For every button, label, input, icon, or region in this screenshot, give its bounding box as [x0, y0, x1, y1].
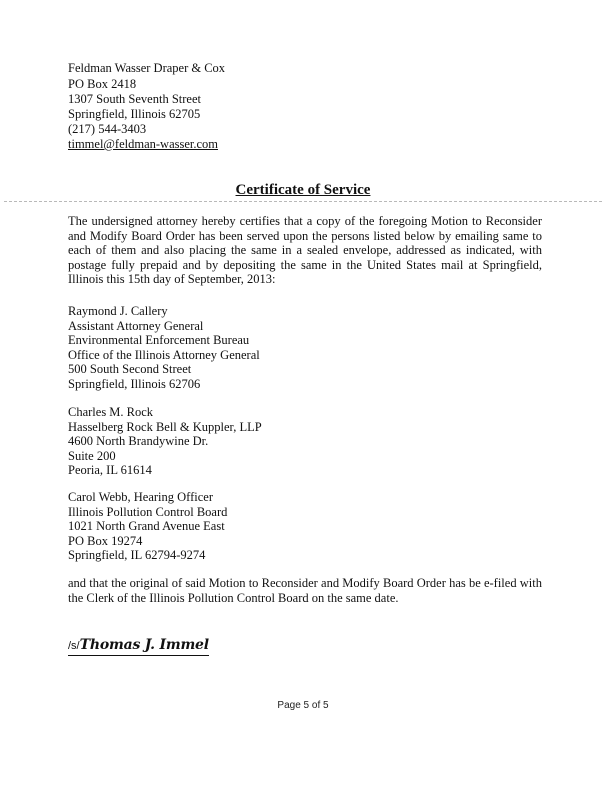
recipient-line: Springfield, Illinois 62706 — [68, 376, 201, 391]
certificate-closing: and that the original of said Motion to Reconsider and Modify Board Order has be e-filed with the Clerk of the Illinois Pollution Control Board on the same date. — [68, 576, 542, 605]
recipient-line: 4600 North Brandywine Dr. — [68, 434, 209, 449]
signature-prefix: /s/ — [68, 640, 80, 652]
recipient-line: Environmental Enforcement Bureau — [68, 333, 250, 348]
firm-po-box: PO Box 2418 — [68, 77, 137, 91]
firm-street: 1307 South Seventh Street — [68, 92, 201, 106]
recipient-line: PO Box 19274 — [68, 533, 143, 548]
recipient-line: 500 South Second Street — [68, 362, 192, 377]
recipient-line: 1021 North Grand Avenue East — [68, 519, 225, 534]
recipient-line: Hasselberg Rock Bell & Kuppler, LLP — [68, 419, 262, 434]
signature-name: Thomas J. Immel — [79, 637, 209, 653]
recipient-line: Carol Webb, Hearing Officer — [68, 490, 214, 504]
firm-city: Springfield, Illinois 62705 — [68, 107, 201, 121]
recipient-line: Office of the Illinois Attorney General — [68, 347, 260, 362]
firm-name: Feldman Wasser Draper & Cox — [68, 61, 226, 75]
recipient-line: Peoria, IL 61614 — [68, 463, 152, 478]
dashed-divider — [4, 201, 602, 202]
certificate-title: Certificate of Service — [235, 182, 371, 198]
recipient-block — [68, 304, 260, 392]
recipient-block — [68, 405, 262, 478]
recipient-line: Raymond J. Callery — [68, 304, 168, 318]
recipient-line: Assistant Attorney General — [68, 318, 204, 333]
recipient-line: Illinois Pollution Control Board — [68, 504, 228, 519]
recipient-line: Springfield, IL 62794-9274 — [68, 548, 206, 563]
signature — [68, 636, 209, 656]
page-number: Page 5 of 5 — [277, 700, 329, 711]
firm-phone: (217) 544-3403 — [68, 122, 147, 136]
recipient-line: Suite 200 — [68, 448, 116, 463]
recipient-block — [68, 490, 227, 563]
certificate-intro: The undersigned attorney hereby certifies that a copy of the foregoing Motion to Reconsider and Modify Board Order has been served upon the persons listed below by emailing same to each of them and also placing the same in a sealed envelope, addressed as indicated, with postage fully prepaid and by depositing the same in the United States mail at Springfield, Illinois this 15th day of September, 2013: — [68, 214, 542, 287]
recipient-line: Charles M. Rock — [68, 405, 154, 419]
firm-email-link[interactable]: timmel@feldman-wasser.com — [68, 137, 219, 151]
